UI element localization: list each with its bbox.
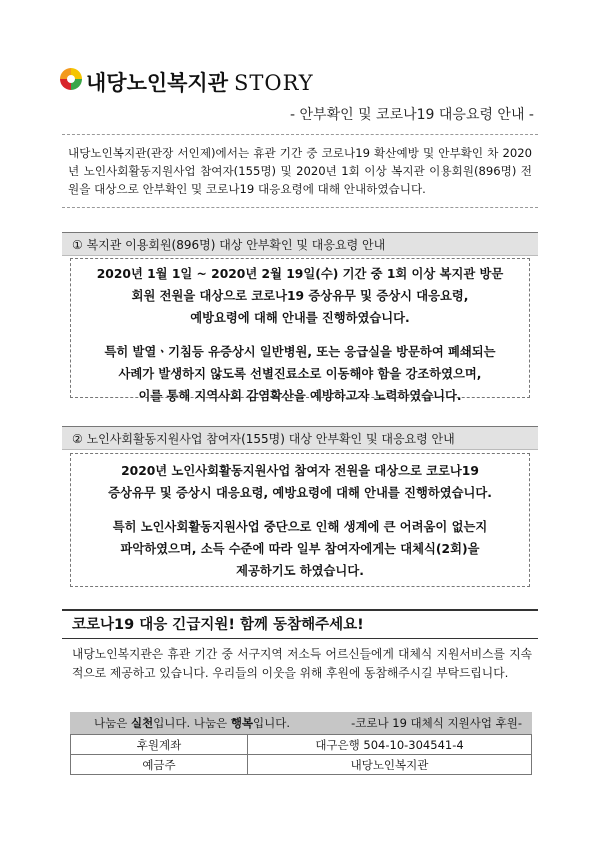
welfare-center-logo-icon — [58, 66, 84, 92]
account-holder: 내당노인복지관 — [248, 755, 532, 775]
account-number: 대구은행 504-10-304541-4 — [248, 735, 532, 755]
account-holder-label: 예금주 — [71, 755, 248, 775]
table-row — [71, 755, 532, 775]
section1-heading: ① 복지관 이용회원(896명) 대상 안부확인 및 대응요령 안내 — [62, 232, 538, 256]
page-title — [86, 67, 314, 97]
section1-line: 회원 전원을 대상으로 코로나19 증상유무 및 증상시 대응요령, — [131, 289, 469, 303]
account-label: 후원계좌 — [71, 735, 248, 755]
section1-line: 이를 통해 지역사회 감염확산을 예방하고자 노력하였습니다. — [138, 389, 462, 403]
urgent-appeal-title: 코로나19 대응 긴급지원! 함께 동참해주세요! — [62, 609, 538, 639]
section2-content — [70, 453, 530, 587]
donation-table — [70, 734, 532, 775]
section1-line: 2020년 1월 1일 ~ 2020년 2월 19일(수) 기간 중 1회 이상 복지관 방문 — [96, 267, 504, 281]
intro-box — [62, 134, 538, 208]
title-korean: 내당노인복지관 — [86, 71, 229, 95]
section1-line: 특히 발열ㆍ기침등 유증상시 일반병원, 또는 응급실을 방문하여 폐쇄되는 — [104, 345, 496, 359]
page-header — [58, 64, 538, 98]
donation-info — [70, 712, 532, 775]
section2-line: 특히 노인사회활동지원사업 중단으로 인해 생계에 큰 어려움이 없는지 — [112, 520, 488, 534]
section2-line: 제공하기도 하였습니다. — [236, 564, 364, 578]
table-row — [71, 735, 532, 755]
donation-slogan: 나눔은 실천입니다. 나눔은 행복입니다. — [94, 716, 291, 730]
donation-campaign: -코로나 19 대체식 지원사업 후원- — [351, 716, 522, 730]
title-english: STORY — [234, 71, 314, 95]
donation-slogan-bar — [70, 712, 532, 734]
section1-line: 예방요령에 대해 안내를 진행하였습니다. — [190, 311, 410, 325]
section2-line: 2020년 노인사회활동지원사업 참여자 전원을 대상으로 코로나19 — [121, 464, 479, 478]
section2-heading: ② 노인사회활동지원사업 참여자(155명) 대상 안부확인 및 대응요령 안내 — [62, 426, 538, 450]
section2-line: 증상유무 및 증상시 대응요령, 예방요령에 대해 안내를 진행하였습니다. — [108, 486, 492, 500]
section1-content — [70, 258, 530, 403]
page-subtitle: - 안부확인 및 코로나19 대응요령 안내 - — [290, 107, 534, 123]
section1-line: 사례가 발생하지 않도록 선별진료소로 이동해야 함을 강조하였으며, — [118, 367, 482, 381]
urgent-appeal-text: 내당노인복지관은 휴관 기간 중 서구지역 저소득 어르신들에게 대체식 지원서비스를 지속적으로 제공하고 있습니다. 우리들의 이웃을 위해 후원에 동참해주시길 부탁드립니다. — [72, 647, 532, 680]
section2-line: 파악하였으며, 소득 수준에 따라 일부 참여자에게는 대체식(2회)을 — [120, 542, 480, 556]
intro-text: 내당노인복지관(관장 서인제)에서는 휴관 기간 중 코로나19 확산예방 및 안부확인 차 2020년 노인사회활동지원사업 참여자(155명) 및 2020년 1회 이상 복지관 이용회원(896명) 전원을 대상으로 안부확인 및 코로나19 대응요령에 대해 안내하였습니다. — [68, 146, 532, 196]
